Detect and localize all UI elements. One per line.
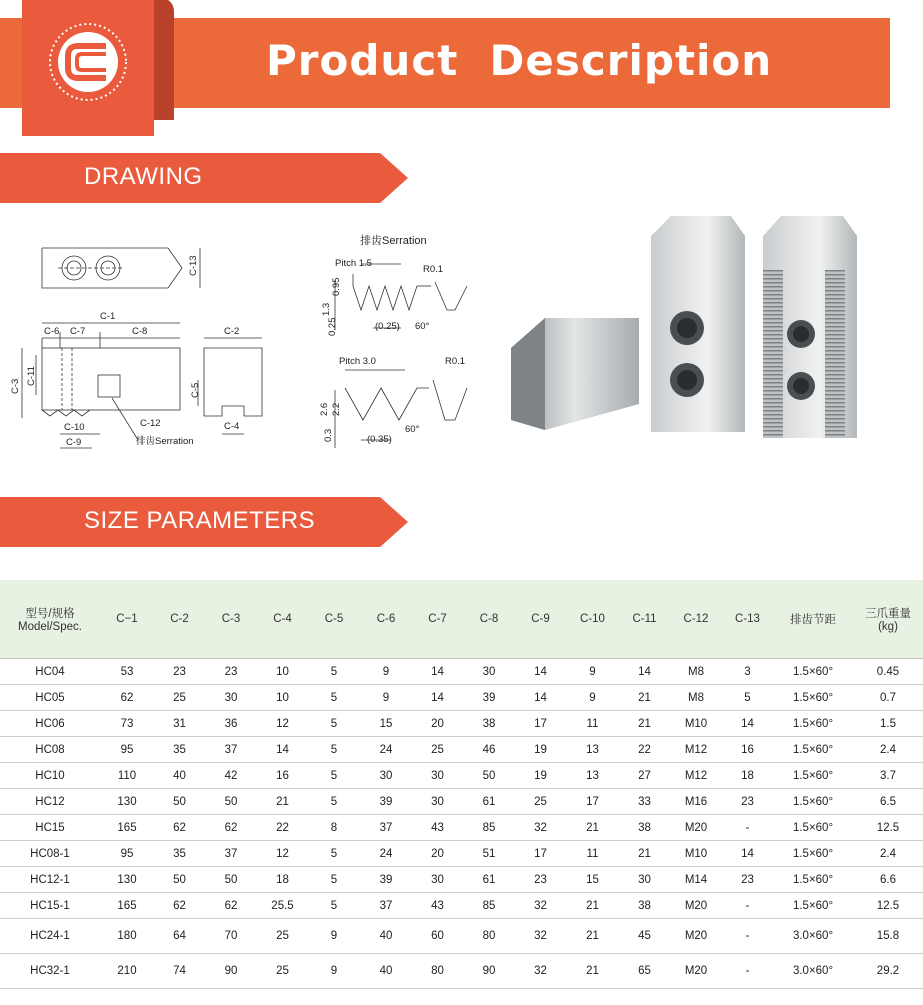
value-cell: 53 xyxy=(100,659,154,685)
size-banner-label: SIZE PARAMETERS xyxy=(84,507,316,534)
value-cell: 21 xyxy=(257,789,308,815)
jaw-technical-drawing xyxy=(0,230,300,460)
column-header-label: C−1 xyxy=(116,613,138,625)
value-cell: 85 xyxy=(463,815,515,841)
value-cell: 5 xyxy=(308,893,360,919)
value-cell: 21 xyxy=(619,711,670,737)
value-cell: 1.5×60° xyxy=(773,815,853,841)
value-cell: 27 xyxy=(619,763,670,789)
value-cell: 15.8 xyxy=(853,919,923,954)
value-cell: 9 xyxy=(308,919,360,954)
value-cell: 24 xyxy=(360,841,412,867)
value-cell: 37 xyxy=(205,841,257,867)
value-cell: 85 xyxy=(463,893,515,919)
bottom-h3: 0.3 xyxy=(323,428,334,442)
value-cell: 90 xyxy=(463,954,515,989)
column-header xyxy=(773,580,853,659)
serration-detail xyxy=(305,230,505,460)
column-header xyxy=(308,580,360,659)
value-cell: 3 xyxy=(722,659,773,685)
value-cell: 43 xyxy=(412,893,463,919)
column-header xyxy=(670,580,722,659)
value-cell: M14 xyxy=(670,867,722,893)
value-cell: 14 xyxy=(515,659,566,685)
value-cell: 32 xyxy=(515,954,566,989)
table-row xyxy=(0,763,923,789)
column-header-label: C-10 xyxy=(580,613,605,625)
value-cell: 51 xyxy=(463,841,515,867)
value-cell: 1.5 xyxy=(853,711,923,737)
value-cell: 6.6 xyxy=(853,867,923,893)
value-cell: M20 xyxy=(670,919,722,954)
value-cell: 5 xyxy=(308,737,360,763)
value-cell: M12 xyxy=(670,737,722,763)
page-title: Product Description xyxy=(266,36,773,85)
value-cell: 10 xyxy=(257,659,308,685)
value-cell: 22 xyxy=(619,737,670,763)
value-cell: 95 xyxy=(100,737,154,763)
value-cell: 1.5×60° xyxy=(773,893,853,919)
value-cell: 5 xyxy=(308,841,360,867)
value-cell: 30 xyxy=(412,789,463,815)
column-header xyxy=(360,580,412,659)
value-cell: 73 xyxy=(100,711,154,737)
value-cell: 14 xyxy=(412,685,463,711)
dim-c10: C-10 xyxy=(64,422,85,433)
value-cell: 0.45 xyxy=(853,659,923,685)
drawing-banner xyxy=(0,153,408,203)
table-header-row xyxy=(0,580,923,659)
table-row xyxy=(0,815,923,841)
dim-c4: C-4 xyxy=(224,421,240,432)
value-cell: 21 xyxy=(566,919,619,954)
value-cell: 3.0×60° xyxy=(773,919,853,954)
bottom-h1: 2.6 xyxy=(319,402,330,416)
value-cell: - xyxy=(722,815,773,841)
table-row xyxy=(0,659,923,685)
value-cell: 23 xyxy=(205,659,257,685)
value-cell: 32 xyxy=(515,815,566,841)
value-cell: 9 xyxy=(566,659,619,685)
dim-serration: 排齿Serration xyxy=(136,436,194,447)
column-header xyxy=(154,580,205,659)
value-cell: 110 xyxy=(100,763,154,789)
value-cell: 21 xyxy=(619,841,670,867)
value-cell: 14 xyxy=(722,841,773,867)
value-cell: 8 xyxy=(308,815,360,841)
value-cell: M8 xyxy=(670,685,722,711)
column-header-label: 排齿节距 xyxy=(790,614,836,626)
table-row xyxy=(0,789,923,815)
dim-c1: C-1 xyxy=(100,311,116,322)
value-cell: 50 xyxy=(154,867,205,893)
column-header xyxy=(412,580,463,659)
value-cell: 23 xyxy=(722,789,773,815)
value-cell: 31 xyxy=(154,711,205,737)
value-cell: M20 xyxy=(670,893,722,919)
value-cell: 50 xyxy=(205,789,257,815)
model-cell: HC08 xyxy=(0,737,100,763)
bottom-h2: 2.2 xyxy=(331,402,342,416)
dim-c11: C-11 xyxy=(26,366,37,386)
ribbon-fold xyxy=(154,0,174,120)
value-cell: 2.4 xyxy=(853,737,923,763)
value-cell: 29.2 xyxy=(853,954,923,989)
value-cell: 6.5 xyxy=(853,789,923,815)
value-cell: 30 xyxy=(205,685,257,711)
value-cell: 5 xyxy=(308,763,360,789)
value-cell: 30 xyxy=(412,763,463,789)
model-cell: HC12 xyxy=(0,789,100,815)
size-parameters-banner xyxy=(0,497,408,547)
value-cell: 12 xyxy=(257,841,308,867)
top-angle: 60° xyxy=(415,321,430,332)
value-cell: 5 xyxy=(308,711,360,737)
value-cell: 11 xyxy=(566,711,619,737)
value-cell: 20 xyxy=(412,711,463,737)
column-header-label: 三爪重量 xyxy=(865,608,911,620)
dim-c13: C-13 xyxy=(188,255,199,276)
value-cell: M16 xyxy=(670,789,722,815)
value-cell: 39 xyxy=(360,789,412,815)
value-cell: 50 xyxy=(154,789,205,815)
top-pitch: Pitch 1.5 xyxy=(335,258,372,269)
value-cell: 50 xyxy=(463,763,515,789)
value-cell: M20 xyxy=(670,954,722,989)
value-cell: 14 xyxy=(515,685,566,711)
company-logo-icon xyxy=(22,0,154,136)
table-row xyxy=(0,867,923,893)
value-cell: 80 xyxy=(412,954,463,989)
value-cell: 165 xyxy=(100,815,154,841)
value-cell: 62 xyxy=(154,893,205,919)
value-cell: 64 xyxy=(154,919,205,954)
table-row xyxy=(0,685,923,711)
value-cell: 1.5×60° xyxy=(773,737,853,763)
column-header-label: C-5 xyxy=(324,613,344,625)
value-cell: M10 xyxy=(670,711,722,737)
value-cell: 24 xyxy=(360,737,412,763)
dim-c3: C-3 xyxy=(10,378,21,394)
value-cell: 37 xyxy=(360,815,412,841)
column-header-sublabel: (kg) xyxy=(878,621,898,633)
value-cell: 23 xyxy=(515,867,566,893)
value-cell: 9 xyxy=(308,954,360,989)
value-cell: M10 xyxy=(670,841,722,867)
value-cell: 50 xyxy=(205,867,257,893)
model-cell: HC32-1 xyxy=(0,954,100,989)
value-cell: 62 xyxy=(205,815,257,841)
product-photo xyxy=(505,210,915,450)
value-cell: 3.7 xyxy=(853,763,923,789)
value-cell: 21 xyxy=(566,954,619,989)
value-cell: 40 xyxy=(154,763,205,789)
value-cell: 130 xyxy=(100,867,154,893)
value-cell: 13 xyxy=(566,737,619,763)
column-header-label: C-6 xyxy=(376,613,396,625)
value-cell: 25 xyxy=(515,789,566,815)
value-cell: - xyxy=(722,954,773,989)
value-cell: 37 xyxy=(360,893,412,919)
logo-ribbon xyxy=(22,0,154,136)
dim-c2: C-2 xyxy=(224,326,240,337)
value-cell: 25.5 xyxy=(257,893,308,919)
value-cell: 46 xyxy=(463,737,515,763)
value-cell: 25 xyxy=(257,919,308,954)
value-cell: 74 xyxy=(154,954,205,989)
column-header-label: C-12 xyxy=(683,613,709,625)
dim-c9: C-9 xyxy=(66,437,82,448)
value-cell: 1.5×60° xyxy=(773,685,853,711)
value-cell: 9 xyxy=(566,685,619,711)
value-cell: 62 xyxy=(100,685,154,711)
value-cell: 0.7 xyxy=(853,685,923,711)
value-cell: 19 xyxy=(515,763,566,789)
model-cell: HC05 xyxy=(0,685,100,711)
value-cell: 5 xyxy=(308,659,360,685)
model-cell: HC08-1 xyxy=(0,841,100,867)
table-row xyxy=(0,893,923,919)
value-cell: 45 xyxy=(619,919,670,954)
value-cell: 61 xyxy=(463,867,515,893)
model-cell: HC24-1 xyxy=(0,919,100,954)
value-cell: 35 xyxy=(154,737,205,763)
bottom-radius: R0.1 xyxy=(445,356,466,367)
value-cell: 43 xyxy=(412,815,463,841)
value-cell: 70 xyxy=(205,919,257,954)
value-cell: 35 xyxy=(154,841,205,867)
value-cell: 14 xyxy=(722,711,773,737)
value-cell: 40 xyxy=(360,954,412,989)
table-row xyxy=(0,954,923,989)
value-cell: M8 xyxy=(670,659,722,685)
value-cell: 25 xyxy=(412,737,463,763)
value-cell: 13 xyxy=(566,763,619,789)
bottom-pitch: Pitch 3.0 xyxy=(339,356,376,367)
value-cell: 95 xyxy=(100,841,154,867)
dim-c8: C-8 xyxy=(132,326,148,337)
table-row xyxy=(0,711,923,737)
top-h1: 0.95 xyxy=(331,277,342,296)
top-h2: 1.3 xyxy=(321,302,332,316)
top-gap: (0.25) xyxy=(375,321,400,332)
value-cell: 32 xyxy=(515,893,566,919)
value-cell: 38 xyxy=(619,815,670,841)
value-cell: M12 xyxy=(670,763,722,789)
value-cell: 14 xyxy=(257,737,308,763)
value-cell: 165 xyxy=(100,893,154,919)
value-cell: 5 xyxy=(722,685,773,711)
value-cell: 11 xyxy=(566,841,619,867)
value-cell: 10 xyxy=(257,685,308,711)
value-cell: - xyxy=(722,919,773,954)
column-header xyxy=(722,580,773,659)
value-cell: 40 xyxy=(360,919,412,954)
bottom-gap: (0.35) xyxy=(367,434,392,445)
column-header xyxy=(463,580,515,659)
value-cell: 36 xyxy=(205,711,257,737)
value-cell: 130 xyxy=(100,789,154,815)
value-cell: 21 xyxy=(619,685,670,711)
table-row xyxy=(0,737,923,763)
value-cell: 2.4 xyxy=(853,841,923,867)
column-header-label: C-11 xyxy=(632,613,657,625)
dim-c7: C-7 xyxy=(70,326,86,337)
column-header-sublabel: Model/Spec. xyxy=(18,621,82,633)
dim-c5: C-5 xyxy=(190,382,201,398)
dim-c12: C-12 xyxy=(140,418,161,429)
value-cell: 17 xyxy=(515,841,566,867)
column-header-label: C-13 xyxy=(735,613,760,625)
value-cell: 32 xyxy=(515,919,566,954)
value-cell: 210 xyxy=(100,954,154,989)
value-cell: 9 xyxy=(360,685,412,711)
column-header-label: C-4 xyxy=(273,613,292,625)
value-cell: 1.5×60° xyxy=(773,659,853,685)
value-cell: 20 xyxy=(412,841,463,867)
column-header xyxy=(853,580,923,659)
value-cell: 39 xyxy=(360,867,412,893)
value-cell: 62 xyxy=(154,815,205,841)
value-cell: 38 xyxy=(619,893,670,919)
value-cell: 25 xyxy=(257,954,308,989)
column-header xyxy=(0,580,100,659)
value-cell: 37 xyxy=(205,737,257,763)
value-cell: 23 xyxy=(154,659,205,685)
value-cell: 33 xyxy=(619,789,670,815)
value-cell: 1.5×60° xyxy=(773,841,853,867)
column-header-label: C-7 xyxy=(428,613,447,625)
drawing-banner-label: DRAWING xyxy=(84,163,203,190)
value-cell: 38 xyxy=(463,711,515,737)
value-cell: 16 xyxy=(257,763,308,789)
value-cell: 12.5 xyxy=(853,815,923,841)
column-header xyxy=(100,580,154,659)
column-header-label: 型号/规格 xyxy=(25,608,75,620)
value-cell: 25 xyxy=(154,685,205,711)
value-cell: M20 xyxy=(670,815,722,841)
value-cell: 15 xyxy=(360,711,412,737)
column-header-label: C-2 xyxy=(170,613,189,625)
model-cell: HC12-1 xyxy=(0,867,100,893)
value-cell: 30 xyxy=(412,867,463,893)
bottom-angle: 60° xyxy=(405,424,420,435)
model-cell: HC15-1 xyxy=(0,893,100,919)
value-cell: 65 xyxy=(619,954,670,989)
model-cell: HC15 xyxy=(0,815,100,841)
value-cell: 21 xyxy=(566,893,619,919)
value-cell: 90 xyxy=(205,954,257,989)
value-cell: 30 xyxy=(360,763,412,789)
value-cell: 12.5 xyxy=(853,893,923,919)
dim-c6: C-6 xyxy=(44,326,60,337)
value-cell: 12 xyxy=(257,711,308,737)
column-header xyxy=(619,580,670,659)
column-header-label: C-3 xyxy=(221,613,241,625)
value-cell: 19 xyxy=(515,737,566,763)
value-cell: 80 xyxy=(463,919,515,954)
value-cell: 23 xyxy=(722,867,773,893)
value-cell: 5 xyxy=(308,789,360,815)
value-cell: 1.5×60° xyxy=(773,867,853,893)
model-cell: HC10 xyxy=(0,763,100,789)
table-row xyxy=(0,841,923,867)
column-header-label: C-8 xyxy=(479,613,499,625)
value-cell: 1.5×60° xyxy=(773,789,853,815)
column-header xyxy=(515,580,566,659)
column-header-label: C-9 xyxy=(531,613,550,625)
value-cell: 180 xyxy=(100,919,154,954)
value-cell: 17 xyxy=(566,789,619,815)
value-cell: 5 xyxy=(308,867,360,893)
model-cell: HC06 xyxy=(0,711,100,737)
value-cell: 30 xyxy=(463,659,515,685)
value-cell: 1.5×60° xyxy=(773,763,853,789)
value-cell: 61 xyxy=(463,789,515,815)
value-cell: 14 xyxy=(412,659,463,685)
value-cell: 3.0×60° xyxy=(773,954,853,989)
value-cell: 15 xyxy=(566,867,619,893)
value-cell: 21 xyxy=(566,815,619,841)
value-cell: 9 xyxy=(360,659,412,685)
value-cell: 42 xyxy=(205,763,257,789)
model-cell: HC04 xyxy=(0,659,100,685)
value-cell: 39 xyxy=(463,685,515,711)
value-cell: 14 xyxy=(619,659,670,685)
value-cell: 16 xyxy=(722,737,773,763)
value-cell: 30 xyxy=(619,867,670,893)
serration-title: 排齿Serration xyxy=(360,235,427,247)
value-cell: 17 xyxy=(515,711,566,737)
value-cell: 18 xyxy=(722,763,773,789)
value-cell: 60 xyxy=(412,919,463,954)
column-header xyxy=(257,580,308,659)
table-row xyxy=(0,919,923,954)
value-cell: 5 xyxy=(308,685,360,711)
value-cell: 18 xyxy=(257,867,308,893)
value-cell: 1.5×60° xyxy=(773,711,853,737)
value-cell: 62 xyxy=(205,893,257,919)
column-header xyxy=(205,580,257,659)
top-radius: R0.1 xyxy=(423,264,444,275)
size-parameters-table xyxy=(0,580,923,989)
value-cell: - xyxy=(722,893,773,919)
value-cell: 22 xyxy=(257,815,308,841)
column-header xyxy=(566,580,619,659)
top-h3: 0.25 xyxy=(327,317,338,336)
